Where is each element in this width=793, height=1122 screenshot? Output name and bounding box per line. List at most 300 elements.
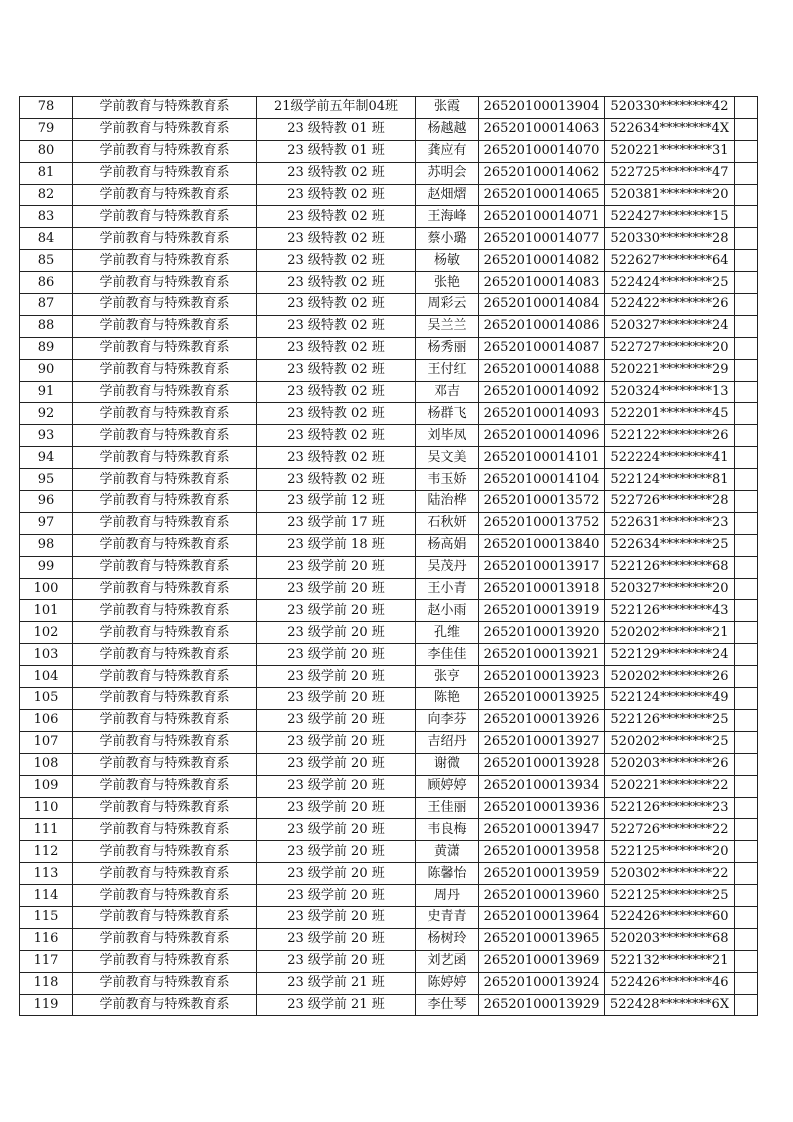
exam-number-cell: 26520100013960 — [479, 885, 605, 907]
department-cell: 学前教育与特殊教育系 — [73, 140, 257, 162]
student-name-cell: 吉绍丹 — [416, 731, 479, 753]
id-number-cell: 522726********22 — [605, 819, 735, 841]
department-cell: 学前教育与特殊教育系 — [73, 709, 257, 731]
id-number-cell: 520221********31 — [605, 140, 735, 162]
department-cell: 学前教育与特殊教育系 — [73, 512, 257, 534]
row-number: 101 — [20, 600, 73, 622]
student-name-cell: 顾婷婷 — [416, 775, 479, 797]
exam-number-cell: 26520100013934 — [479, 775, 605, 797]
id-number-cell: 520203********68 — [605, 928, 735, 950]
table-row — [20, 97, 758, 119]
roster-body — [20, 97, 758, 1016]
id-number-cell: 522424********25 — [605, 272, 735, 294]
class-cell: 23 级特教 01 班 — [257, 118, 416, 140]
remarks-cell — [735, 534, 758, 556]
remarks-cell — [735, 994, 758, 1016]
id-number-cell: 520202********26 — [605, 666, 735, 688]
remarks-cell — [735, 447, 758, 469]
student-name-cell: 韦玉娇 — [416, 469, 479, 491]
exam-number-cell: 26520100013936 — [479, 797, 605, 819]
class-cell: 23 级特教 02 班 — [257, 294, 416, 316]
student-name-cell: 张霞 — [416, 97, 479, 119]
department-cell: 学前教育与特殊教育系 — [73, 425, 257, 447]
department-cell: 学前教育与特殊教育系 — [73, 118, 257, 140]
student-name-cell: 王佳丽 — [416, 797, 479, 819]
table-row — [20, 272, 758, 294]
student-name-cell: 吴茂丹 — [416, 556, 479, 578]
department-cell: 学前教育与特殊教育系 — [73, 403, 257, 425]
department-cell: 学前教育与特殊教育系 — [73, 315, 257, 337]
remarks-cell — [735, 118, 758, 140]
class-cell: 23 级学前 21 班 — [257, 994, 416, 1016]
class-cell: 23 级特教 02 班 — [257, 184, 416, 206]
id-number-cell: 522124********49 — [605, 688, 735, 710]
department-cell: 学前教育与特殊教育系 — [73, 534, 257, 556]
id-number-cell: 522634********25 — [605, 534, 735, 556]
exam-number-cell: 26520100014101 — [479, 447, 605, 469]
id-number-cell: 522124********81 — [605, 469, 735, 491]
row-number: 117 — [20, 950, 73, 972]
class-cell: 23 级学前 17 班 — [257, 512, 416, 534]
class-cell: 23 级学前 20 班 — [257, 906, 416, 928]
remarks-cell — [735, 688, 758, 710]
table-row — [20, 666, 758, 688]
row-number: 114 — [20, 885, 73, 907]
class-cell: 23 级学前 20 班 — [257, 622, 416, 644]
row-number: 78 — [20, 97, 73, 119]
id-number-cell: 520330********28 — [605, 228, 735, 250]
remarks-cell — [735, 775, 758, 797]
student-name-cell: 李仕琴 — [416, 994, 479, 1016]
table-row — [20, 534, 758, 556]
exam-number-cell: 26520100013752 — [479, 512, 605, 534]
exam-number-cell: 26520100014065 — [479, 184, 605, 206]
row-number: 81 — [20, 162, 73, 184]
remarks-cell — [735, 206, 758, 228]
row-number: 91 — [20, 381, 73, 403]
student-name-cell: 杨高娟 — [416, 534, 479, 556]
class-cell: 23 级特教 02 班 — [257, 228, 416, 250]
exam-number-cell: 26520100014082 — [479, 250, 605, 272]
class-cell: 23 级学前 18 班 — [257, 534, 416, 556]
student-name-cell: 孔维 — [416, 622, 479, 644]
class-cell: 23 级学前 20 班 — [257, 731, 416, 753]
row-number: 82 — [20, 184, 73, 206]
row-number: 105 — [20, 688, 73, 710]
remarks-cell — [735, 184, 758, 206]
student-name-cell: 陈婷婷 — [416, 972, 479, 994]
department-cell: 学前教育与特殊教育系 — [73, 578, 257, 600]
row-number: 116 — [20, 928, 73, 950]
exam-number-cell: 26520100013969 — [479, 950, 605, 972]
student-name-cell: 龚应有 — [416, 140, 479, 162]
student-name-cell: 谢微 — [416, 753, 479, 775]
table-row — [20, 622, 758, 644]
student-name-cell: 陈馨怡 — [416, 863, 479, 885]
remarks-cell — [735, 97, 758, 119]
department-cell: 学前教育与特殊教育系 — [73, 491, 257, 513]
id-number-cell: 522126********68 — [605, 556, 735, 578]
remarks-cell — [735, 337, 758, 359]
department-cell: 学前教育与特殊教育系 — [73, 994, 257, 1016]
row-number: 83 — [20, 206, 73, 228]
class-cell: 23 级特教 01 班 — [257, 140, 416, 162]
table-row — [20, 709, 758, 731]
student-name-cell: 韦良梅 — [416, 819, 479, 841]
remarks-cell — [735, 162, 758, 184]
class-cell: 23 级特教 02 班 — [257, 250, 416, 272]
department-cell: 学前教育与特殊教育系 — [73, 97, 257, 119]
exam-number-cell: 26520100014083 — [479, 272, 605, 294]
remarks-cell — [735, 272, 758, 294]
class-cell: 23 级学前 20 班 — [257, 709, 416, 731]
table-row — [20, 491, 758, 513]
table-row — [20, 315, 758, 337]
table-row — [20, 140, 758, 162]
id-number-cell: 522126********23 — [605, 797, 735, 819]
id-number-cell: 522627********64 — [605, 250, 735, 272]
row-number: 99 — [20, 556, 73, 578]
remarks-cell — [735, 403, 758, 425]
id-number-cell: 522426********60 — [605, 906, 735, 928]
row-number: 80 — [20, 140, 73, 162]
department-cell: 学前教育与特殊教育系 — [73, 688, 257, 710]
exam-number-cell: 26520100014084 — [479, 294, 605, 316]
id-number-cell: 520202********25 — [605, 731, 735, 753]
id-number-cell: 522125********20 — [605, 841, 735, 863]
id-number-cell: 520221********22 — [605, 775, 735, 797]
student-name-cell: 向李芬 — [416, 709, 479, 731]
exam-number-cell: 26520100014093 — [479, 403, 605, 425]
class-cell: 23 级学前 20 班 — [257, 600, 416, 622]
department-cell: 学前教育与特殊教育系 — [73, 381, 257, 403]
remarks-cell — [735, 819, 758, 841]
student-name-cell: 刘艺函 — [416, 950, 479, 972]
department-cell: 学前教育与特殊教育系 — [73, 469, 257, 491]
table-row — [20, 469, 758, 491]
class-cell: 23 级特教 02 班 — [257, 206, 416, 228]
table-row — [20, 162, 758, 184]
exam-number-cell: 26520100014071 — [479, 206, 605, 228]
exam-number-cell: 26520100013920 — [479, 622, 605, 644]
department-cell: 学前教育与特殊教育系 — [73, 206, 257, 228]
exam-number-cell: 26520100013928 — [479, 753, 605, 775]
class-cell: 23 级特教 02 班 — [257, 315, 416, 337]
exam-number-cell: 26520100014077 — [479, 228, 605, 250]
student-name-cell: 黄潇 — [416, 841, 479, 863]
class-cell: 23 级学前 20 班 — [257, 863, 416, 885]
remarks-cell — [735, 140, 758, 162]
remarks-cell — [735, 359, 758, 381]
row-number: 112 — [20, 841, 73, 863]
row-number: 85 — [20, 250, 73, 272]
department-cell: 学前教育与特殊教育系 — [73, 228, 257, 250]
remarks-cell — [735, 512, 758, 534]
remarks-cell — [735, 731, 758, 753]
row-number: 100 — [20, 578, 73, 600]
remarks-cell — [735, 709, 758, 731]
exam-number-cell: 26520100013925 — [479, 688, 605, 710]
row-number: 109 — [20, 775, 73, 797]
remarks-cell — [735, 491, 758, 513]
table-row — [20, 447, 758, 469]
id-number-cell: 520381********20 — [605, 184, 735, 206]
student-name-cell: 刘毕凤 — [416, 425, 479, 447]
table-row — [20, 644, 758, 666]
remarks-cell — [735, 841, 758, 863]
table-row — [20, 381, 758, 403]
row-number: 103 — [20, 644, 73, 666]
row-number: 90 — [20, 359, 73, 381]
class-cell: 23 级学前 20 班 — [257, 775, 416, 797]
class-cell: 23 级学前 20 班 — [257, 819, 416, 841]
department-cell: 学前教育与特殊教育系 — [73, 294, 257, 316]
row-number: 84 — [20, 228, 73, 250]
exam-number-cell: 26520100013904 — [479, 97, 605, 119]
remarks-cell — [735, 425, 758, 447]
department-cell: 学前教育与特殊教育系 — [73, 337, 257, 359]
department-cell: 学前教育与特殊教育系 — [73, 753, 257, 775]
class-cell: 21级学前五年制04班 — [257, 97, 416, 119]
table-row — [20, 775, 758, 797]
id-number-cell: 520221********29 — [605, 359, 735, 381]
class-cell: 23 级学前 20 班 — [257, 688, 416, 710]
table-row — [20, 819, 758, 841]
exam-number-cell: 26520100013929 — [479, 994, 605, 1016]
id-number-cell: 522727********20 — [605, 337, 735, 359]
table-row — [20, 250, 758, 272]
row-number: 108 — [20, 753, 73, 775]
student-roster-table — [19, 96, 758, 1016]
department-cell: 学前教育与特殊教育系 — [73, 556, 257, 578]
remarks-cell — [735, 315, 758, 337]
table-row — [20, 118, 758, 140]
row-number: 94 — [20, 447, 73, 469]
id-number-cell: 522122********26 — [605, 425, 735, 447]
row-number: 107 — [20, 731, 73, 753]
id-number-cell: 522132********21 — [605, 950, 735, 972]
id-number-cell: 520202********21 — [605, 622, 735, 644]
row-number: 102 — [20, 622, 73, 644]
row-number: 86 — [20, 272, 73, 294]
row-number: 118 — [20, 972, 73, 994]
remarks-cell — [735, 972, 758, 994]
table-row — [20, 950, 758, 972]
department-cell: 学前教育与特殊教育系 — [73, 447, 257, 469]
id-number-cell: 522726********28 — [605, 491, 735, 513]
student-name-cell: 杨秀丽 — [416, 337, 479, 359]
remarks-cell — [735, 928, 758, 950]
row-number: 95 — [20, 469, 73, 491]
row-number: 89 — [20, 337, 73, 359]
exam-number-cell: 26520100014092 — [479, 381, 605, 403]
table-row — [20, 578, 758, 600]
department-cell: 学前教育与特殊教育系 — [73, 622, 257, 644]
row-number: 92 — [20, 403, 73, 425]
class-cell: 23 级特教 02 班 — [257, 469, 416, 491]
exam-number-cell: 26520100013918 — [479, 578, 605, 600]
class-cell: 23 级学前 20 班 — [257, 950, 416, 972]
class-cell: 23 级学前 12 班 — [257, 491, 416, 513]
remarks-cell — [735, 644, 758, 666]
id-number-cell: 522631********23 — [605, 512, 735, 534]
exam-number-cell: 26520100013965 — [479, 928, 605, 950]
table-row — [20, 906, 758, 928]
row-number: 98 — [20, 534, 73, 556]
row-number: 104 — [20, 666, 73, 688]
table-row — [20, 688, 758, 710]
student-name-cell: 邓吉 — [416, 381, 479, 403]
table-row — [20, 184, 758, 206]
class-cell: 23 级学前 20 班 — [257, 841, 416, 863]
student-name-cell: 杨敏 — [416, 250, 479, 272]
department-cell: 学前教育与特殊教育系 — [73, 885, 257, 907]
id-number-cell: 522201********45 — [605, 403, 735, 425]
class-cell: 23 级特教 02 班 — [257, 337, 416, 359]
exam-number-cell: 26520100014087 — [479, 337, 605, 359]
table-row — [20, 753, 758, 775]
student-name-cell: 王海峰 — [416, 206, 479, 228]
student-name-cell: 陆治桦 — [416, 491, 479, 513]
exam-number-cell: 26520100013923 — [479, 666, 605, 688]
class-cell: 23 级特教 02 班 — [257, 272, 416, 294]
student-name-cell: 张亨 — [416, 666, 479, 688]
class-cell: 23 级学前 20 班 — [257, 578, 416, 600]
id-number-cell: 520327********20 — [605, 578, 735, 600]
exam-number-cell: 26520100013924 — [479, 972, 605, 994]
exam-number-cell: 26520100014104 — [479, 469, 605, 491]
remarks-cell — [735, 294, 758, 316]
department-cell: 学前教育与特殊教育系 — [73, 863, 257, 885]
class-cell: 23 级学前 20 班 — [257, 928, 416, 950]
exam-number-cell: 26520100013926 — [479, 709, 605, 731]
exam-number-cell: 26520100014096 — [479, 425, 605, 447]
id-number-cell: 520324********13 — [605, 381, 735, 403]
row-number: 87 — [20, 294, 73, 316]
student-name-cell: 史青青 — [416, 906, 479, 928]
department-cell: 学前教育与特殊教育系 — [73, 972, 257, 994]
student-name-cell: 李佳佳 — [416, 644, 479, 666]
class-cell: 23 级特教 02 班 — [257, 381, 416, 403]
department-cell: 学前教育与特殊教育系 — [73, 250, 257, 272]
department-cell: 学前教育与特殊教育系 — [73, 184, 257, 206]
table-row — [20, 512, 758, 534]
exam-number-cell: 26520100013921 — [479, 644, 605, 666]
exam-number-cell: 26520100013917 — [479, 556, 605, 578]
table-row — [20, 228, 758, 250]
student-name-cell: 张艳 — [416, 272, 479, 294]
student-name-cell: 吴文美 — [416, 447, 479, 469]
class-cell: 23 级特教 02 班 — [257, 425, 416, 447]
department-cell: 学前教育与特殊教育系 — [73, 359, 257, 381]
id-number-cell: 520302********22 — [605, 863, 735, 885]
exam-number-cell: 26520100013947 — [479, 819, 605, 841]
class-cell: 23 级学前 20 班 — [257, 666, 416, 688]
department-cell: 学前教育与特殊教育系 — [73, 272, 257, 294]
class-cell: 23 级特教 02 班 — [257, 403, 416, 425]
id-number-cell: 522427********15 — [605, 206, 735, 228]
row-number: 97 — [20, 512, 73, 534]
remarks-cell — [735, 556, 758, 578]
exam-number-cell: 26520100014062 — [479, 162, 605, 184]
department-cell: 学前教育与特殊教育系 — [73, 666, 257, 688]
row-number: 113 — [20, 863, 73, 885]
table-row — [20, 928, 758, 950]
student-name-cell: 周丹 — [416, 885, 479, 907]
table-row — [20, 556, 758, 578]
remarks-cell — [735, 381, 758, 403]
remarks-cell — [735, 950, 758, 972]
exam-number-cell: 26520100014086 — [479, 315, 605, 337]
exam-number-cell: 26520100014063 — [479, 118, 605, 140]
exam-number-cell: 26520100013964 — [479, 906, 605, 928]
row-number: 79 — [20, 118, 73, 140]
exam-number-cell: 26520100014088 — [479, 359, 605, 381]
class-cell: 23 级学前 20 班 — [257, 753, 416, 775]
table-row — [20, 841, 758, 863]
id-number-cell: 520327********24 — [605, 315, 735, 337]
class-cell: 23 级学前 21 班 — [257, 972, 416, 994]
department-cell: 学前教育与特殊教育系 — [73, 928, 257, 950]
table-row — [20, 885, 758, 907]
row-number: 93 — [20, 425, 73, 447]
row-number: 110 — [20, 797, 73, 819]
exam-number-cell: 26520100014070 — [479, 140, 605, 162]
remarks-cell — [735, 600, 758, 622]
student-name-cell: 赵畑熠 — [416, 184, 479, 206]
student-name-cell: 周彩云 — [416, 294, 479, 316]
id-number-cell: 522126********25 — [605, 709, 735, 731]
remarks-cell — [735, 666, 758, 688]
exam-number-cell: 26520100013959 — [479, 863, 605, 885]
department-cell: 学前教育与特殊教育系 — [73, 819, 257, 841]
table-row — [20, 206, 758, 228]
remarks-cell — [735, 622, 758, 644]
exam-number-cell: 26520100013919 — [479, 600, 605, 622]
student-name-cell: 石秋妍 — [416, 512, 479, 534]
student-name-cell: 赵小雨 — [416, 600, 479, 622]
table-row — [20, 294, 758, 316]
class-cell: 23 级学前 20 班 — [257, 644, 416, 666]
table-row — [20, 403, 758, 425]
row-number: 119 — [20, 994, 73, 1016]
exam-number-cell: 26520100013927 — [479, 731, 605, 753]
id-number-cell: 520203********26 — [605, 753, 735, 775]
remarks-cell — [735, 228, 758, 250]
table-row — [20, 797, 758, 819]
remarks-cell — [735, 469, 758, 491]
remarks-cell — [735, 885, 758, 907]
department-cell: 学前教育与特殊教育系 — [73, 797, 257, 819]
student-name-cell: 杨越越 — [416, 118, 479, 140]
id-number-cell: 522224********41 — [605, 447, 735, 469]
table-row — [20, 600, 758, 622]
class-cell: 23 级学前 20 班 — [257, 797, 416, 819]
row-number: 96 — [20, 491, 73, 513]
department-cell: 学前教育与特殊教育系 — [73, 731, 257, 753]
row-number: 115 — [20, 906, 73, 928]
table-row — [20, 863, 758, 885]
department-cell: 学前教育与特殊教育系 — [73, 841, 257, 863]
department-cell: 学前教育与特殊教育系 — [73, 906, 257, 928]
class-cell: 23 级特教 02 班 — [257, 162, 416, 184]
table-row — [20, 425, 758, 447]
student-name-cell: 王付红 — [416, 359, 479, 381]
table-row — [20, 731, 758, 753]
table-row — [20, 972, 758, 994]
class-cell: 23 级特教 02 班 — [257, 359, 416, 381]
student-name-cell: 陈艳 — [416, 688, 479, 710]
